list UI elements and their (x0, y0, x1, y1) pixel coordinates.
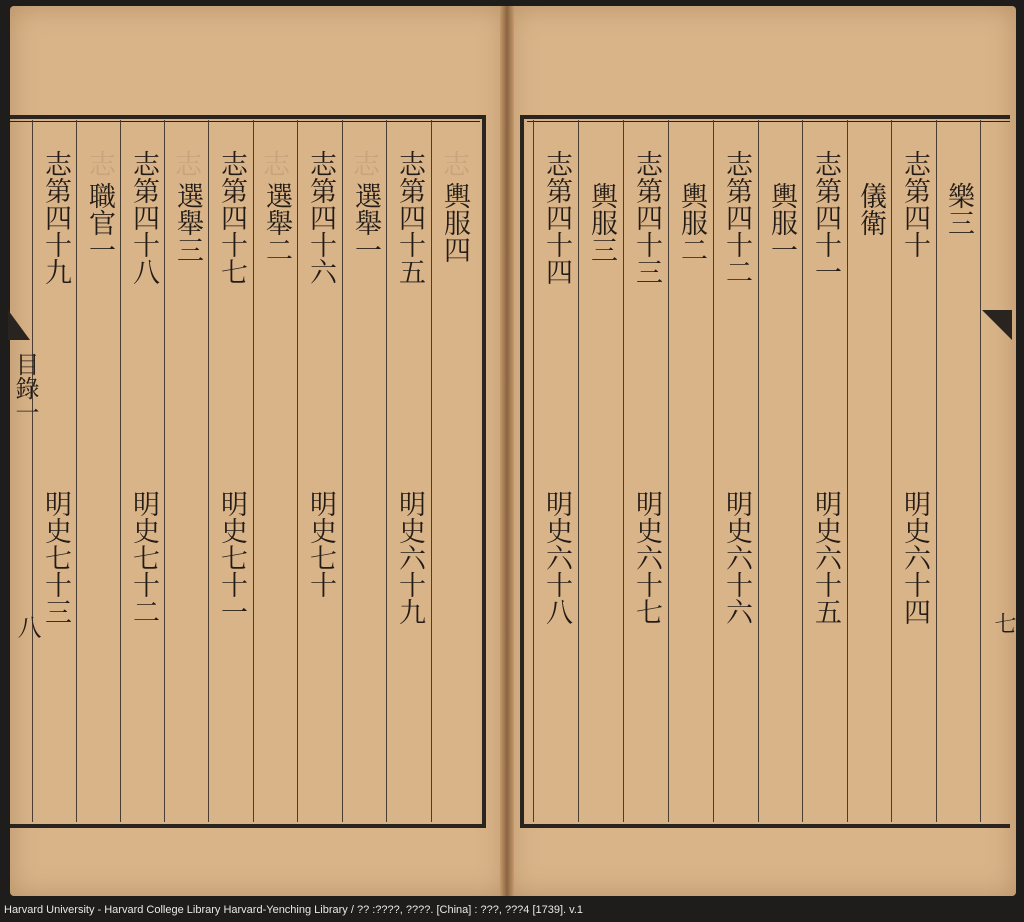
right-entry-2-topic: 儀衛 (855, 182, 886, 236)
left-entry-3-juan: 明史七十一 (216, 490, 247, 625)
right-entry-6-juan: 明史六十八 (541, 490, 572, 625)
right-entry-2-juan: 明史六十四 (899, 490, 930, 625)
left-inner-rule (10, 121, 480, 122)
right-entry-3-chapter: 志第四十一 (810, 150, 841, 285)
right-entry-2-chapter: 志第四十 (899, 150, 930, 258)
left-entry-1-chapter: 志第四十五 (394, 150, 425, 285)
left-entry-4-chapter: 志第四十八 (128, 150, 159, 285)
left-entry-4-juan: 明史七十二 (128, 490, 159, 625)
left-entry-3-chapter: 志第四十七 (216, 150, 247, 285)
book-spine (500, 6, 514, 896)
left-entry-2-chapter: 志第四十六 (305, 150, 336, 285)
margin-page-number-left: 八 (13, 615, 41, 639)
right-entry-3-juan: 明史六十五 (810, 490, 841, 625)
right-entry-5-chapter: 志第四十三 (631, 150, 662, 285)
image-caption: Harvard University - Harvard College Library Harvard-Yenching Library / ?? :????, ????. [China] : ???, ???4 [1739]. v.1 (4, 904, 584, 916)
right-entry-4-chapter: 志第四十二 (721, 150, 752, 285)
left-entry-2-topic: 選舉一 (350, 182, 381, 263)
right-entry-5-topic: 輿服三 (586, 182, 617, 263)
right-entry-3-topic: 輿服一 (766, 182, 797, 263)
right-inner-rule (527, 121, 1010, 122)
left-entry-5-topic: 職官一 (84, 182, 115, 263)
left-entry-1-topic: 輿服四 (439, 182, 470, 263)
left-entry-5-chapter: 志第四十九 (40, 150, 71, 285)
left-entry-1-juan: 明史六十九 (394, 490, 425, 625)
right-entry-6-chapter: 志第四十四 (541, 150, 572, 285)
right-entry-4-topic: 輿服二 (676, 182, 707, 263)
left-entry-5-juan: 明史七十三 (40, 490, 71, 625)
left-entry-3-topic: 選舉二 (261, 182, 292, 263)
left-entry-4-topic: 選舉三 (172, 182, 203, 263)
right-entry-4-juan: 明史六十六 (721, 490, 752, 625)
margin-label: 目錄一 (11, 352, 39, 424)
right-entry-1-chapter: 樂三 (943, 182, 974, 236)
margin-page-number-right: 七 (991, 612, 1016, 634)
left-entry-2-juan: 明史七十 (305, 490, 336, 598)
right-entry-5-juan: 明史六十七 (631, 490, 662, 625)
